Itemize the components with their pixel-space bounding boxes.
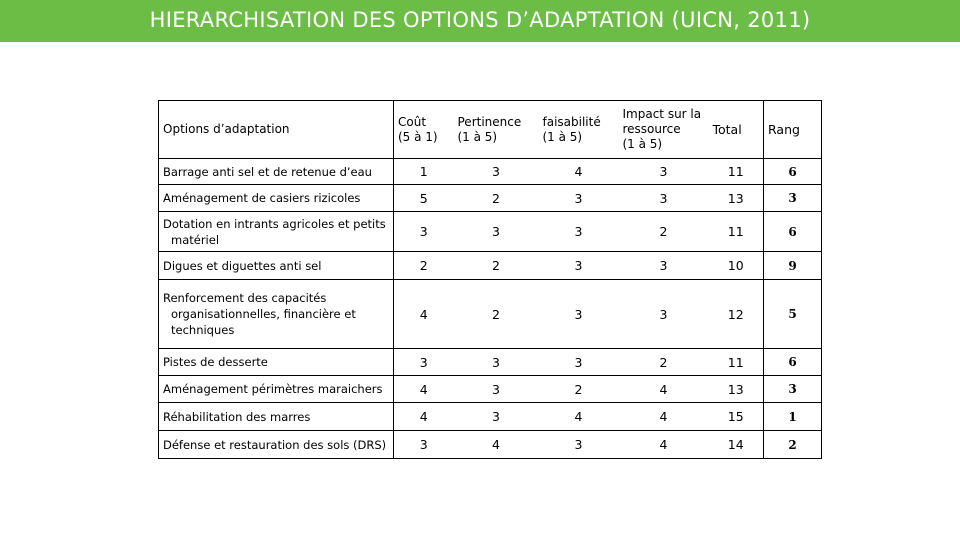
table-row bbox=[159, 280, 822, 349]
cell-option bbox=[159, 376, 394, 403]
cell-faisabilite: 2 bbox=[539, 376, 619, 403]
table-row bbox=[159, 185, 822, 212]
cell-impact: 2 bbox=[619, 349, 709, 376]
cell-total: 15 bbox=[709, 403, 764, 431]
cell-option bbox=[159, 431, 394, 459]
adaptation-options-table bbox=[158, 100, 822, 459]
title-bar bbox=[0, 0, 960, 42]
header-faisabilite: faisabilité (1 à 5) bbox=[539, 101, 619, 159]
cell-total: 11 bbox=[709, 159, 764, 185]
cell-pertinence: 4 bbox=[492, 437, 500, 452]
cell-total: 13 bbox=[709, 376, 764, 403]
cell-option bbox=[159, 185, 394, 212]
cell-rang: 3 bbox=[764, 185, 822, 212]
option-label-line: Réhabilitation des marres bbox=[163, 409, 311, 424]
cell-pertinence: 3 bbox=[454, 376, 539, 403]
cell-faisabilite: 4 bbox=[539, 159, 619, 185]
header-impact: Impact sur la ressource (1 à 5) bbox=[619, 101, 709, 159]
cell-cout: 5 bbox=[394, 185, 454, 212]
cell-option bbox=[159, 212, 394, 252]
cell-option bbox=[159, 280, 394, 349]
cell-impact: 4 bbox=[619, 403, 709, 431]
cell-impact: 4 bbox=[659, 437, 668, 452]
table-row bbox=[159, 252, 822, 280]
cell-cout: 3 bbox=[394, 349, 454, 376]
cell-option bbox=[159, 403, 394, 431]
option-label-line: techniques bbox=[171, 323, 235, 337]
cell-impact: 3 bbox=[619, 185, 709, 212]
table-row bbox=[159, 431, 822, 459]
cell-cout: 4 bbox=[394, 280, 454, 349]
cell-total: 11 bbox=[709, 212, 764, 252]
header-pertinence: Pertinence (1 à 5) bbox=[454, 101, 539, 159]
cell-total: 11 bbox=[709, 349, 764, 376]
cell-faisabilite: 3 bbox=[539, 212, 619, 252]
cell-rang: 2 bbox=[764, 431, 822, 459]
cell-pertinence: 3 bbox=[454, 403, 539, 431]
table-row bbox=[159, 159, 822, 185]
header-option: Options d’adaptation bbox=[159, 101, 394, 159]
table-header-row bbox=[159, 101, 822, 159]
cell-faisabilite: 4 bbox=[539, 403, 619, 431]
cell-rang: 6 bbox=[764, 212, 822, 252]
cell-pertinence: 3 bbox=[454, 349, 539, 376]
header-cout: Coût (5 à 1) bbox=[394, 101, 454, 159]
option-label-line: Défense et restauration des sols (DRS) bbox=[163, 437, 387, 452]
option-label-line: Aménagement de casiers rizicoles bbox=[163, 191, 361, 205]
page-title: HIERARCHISATION DES OPTIONS D’ADAPTATION (UICN, 2011) bbox=[149, 8, 811, 32]
cell-pertinence: 2 bbox=[454, 185, 539, 212]
cell-impact: 3 bbox=[619, 252, 709, 280]
cell-total: 12 bbox=[709, 280, 764, 349]
cell-impact: 4 bbox=[619, 376, 709, 403]
table-row bbox=[159, 376, 822, 403]
cell-rang: 6 bbox=[764, 159, 822, 185]
table-container bbox=[158, 100, 822, 459]
cell-pertinence: 2 bbox=[454, 252, 539, 280]
cell-option bbox=[159, 159, 394, 185]
cell-faisabilite: 3 bbox=[539, 185, 619, 212]
cell-rang: 3 bbox=[764, 376, 822, 403]
option-label-line: Aménagement périmètres maraichers bbox=[163, 382, 383, 396]
option-label-line: Barrage anti sel et de retenue d’eau bbox=[163, 164, 372, 179]
cell-rang: 1 bbox=[764, 403, 822, 431]
cell-faisabilite: 3 bbox=[539, 252, 619, 280]
cell-cout: 2 bbox=[394, 252, 454, 280]
cell-option bbox=[159, 349, 394, 376]
cell-pertinence: 2 bbox=[454, 280, 539, 349]
option-label-line: Dotation en intrants agricoles et petits bbox=[163, 216, 386, 231]
cell-rang: 5 bbox=[764, 280, 822, 349]
table-body bbox=[159, 159, 822, 459]
cell-pertinence: 3 bbox=[454, 159, 539, 185]
header-total: Total bbox=[709, 101, 764, 159]
table-row bbox=[159, 349, 822, 376]
cell-faisabilite: 3 bbox=[539, 280, 619, 349]
option-label-line: Renforcement des capacités bbox=[163, 291, 327, 305]
cell-cout: 3 bbox=[394, 212, 454, 252]
cell-cout: 4 bbox=[394, 403, 454, 431]
cell-impact: 3 bbox=[619, 159, 709, 185]
cell-impact: 3 bbox=[619, 280, 709, 349]
option-label-line: organisationnelles, financière et bbox=[171, 307, 356, 321]
cell-total: 13 bbox=[709, 185, 764, 212]
cell-cout: 4 bbox=[394, 376, 454, 403]
cell-total: 10 bbox=[709, 252, 764, 280]
header-rang: Rang bbox=[764, 101, 822, 159]
table-row bbox=[159, 212, 822, 252]
cell-faisabilite: 3 bbox=[574, 437, 583, 452]
cell-impact: 2 bbox=[619, 212, 709, 252]
option-label-line: matériel bbox=[171, 232, 220, 247]
cell-cout: 3 bbox=[394, 431, 454, 459]
cell-option bbox=[159, 252, 394, 280]
option-label-line: Pistes de desserte bbox=[163, 355, 268, 369]
cell-total: 14 bbox=[727, 437, 744, 452]
option-label-line: Digues et diguettes anti sel bbox=[163, 258, 322, 273]
cell-rang: 6 bbox=[764, 349, 822, 376]
cell-cout: 1 bbox=[394, 159, 454, 185]
table-row bbox=[159, 403, 822, 431]
cell-faisabilite: 3 bbox=[539, 349, 619, 376]
cell-rang: 9 bbox=[764, 252, 822, 280]
cell-pertinence: 3 bbox=[454, 212, 539, 252]
